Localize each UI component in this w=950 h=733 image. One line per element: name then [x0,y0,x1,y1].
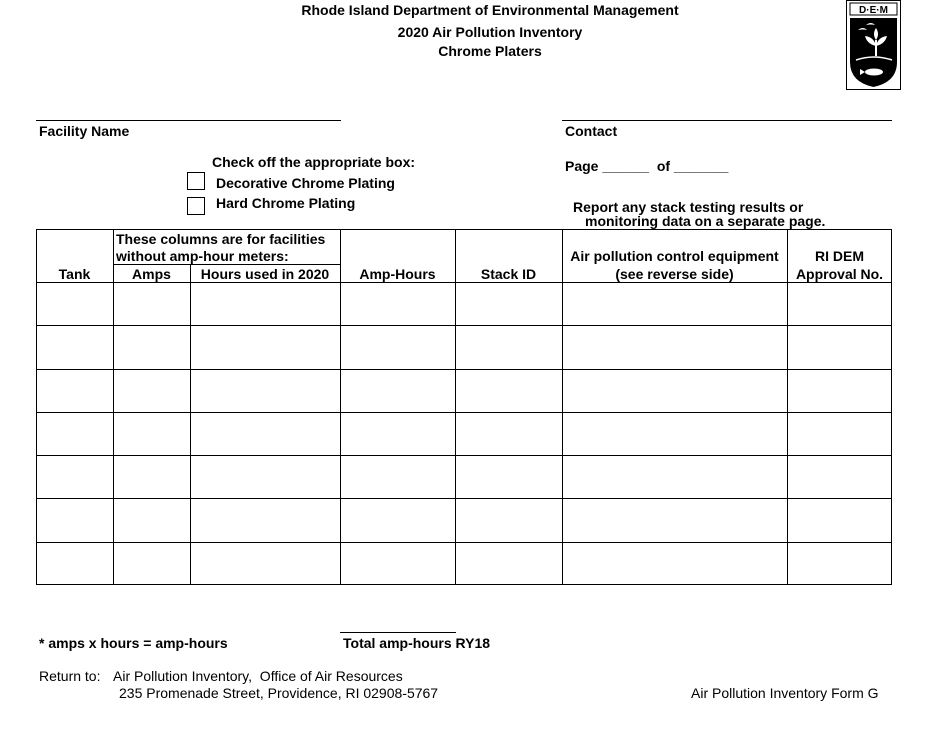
checkbox-instruction: Check off the appropriate box: [212,154,416,170]
amps-cell[interactable] [114,499,189,540]
return-to-label: Return to: [39,668,101,684]
amps-cell[interactable] [114,283,189,324]
hours-cell[interactable] [191,283,339,324]
tank-cell[interactable] [37,413,112,454]
row-divider [36,412,892,413]
hours-cell[interactable] [191,413,339,454]
ridem-approval-cell[interactable] [788,499,891,540]
group-header-divider [113,264,340,265]
col-header-stack-id: Stack ID [480,266,537,282]
apc-equipment-cell[interactable] [563,413,786,454]
ridem-approval-cell[interactable] [788,283,891,324]
tank-cell[interactable] [37,543,112,584]
apc-equipment-cell[interactable] [563,283,786,324]
amp-hours-cell[interactable] [341,370,454,411]
decorative-chrome-checkbox[interactable] [187,172,205,190]
form-subtitle: Chrome Platers [438,43,542,59]
tank-cell[interactable] [37,456,112,497]
tank-cell[interactable] [37,283,112,324]
amp-hours-cell[interactable] [341,413,454,454]
apc-equipment-cell[interactable] [563,499,786,540]
amps-cell[interactable] [114,326,189,367]
agency-name: Rhode Island Department of Environmental Management [301,2,679,18]
tank-cell[interactable] [37,326,112,367]
apc-equipment-cell[interactable] [563,543,786,584]
ridem-approval-cell[interactable] [788,543,891,584]
stack-id-cell[interactable] [456,499,561,540]
hard-chrome-label: Hard Chrome Plating [216,195,356,211]
stack-id-cell[interactable] [456,370,561,411]
row-divider [36,455,892,456]
page-number-field[interactable]: Page ______ of _______ [565,158,729,174]
hours-cell[interactable] [191,456,339,497]
group-note-line2: without amp-hour meters: [116,248,289,264]
col-header-amp-hours: Amp-Hours [359,266,436,282]
amps-cell[interactable] [114,456,189,497]
total-amp-hours-line[interactable] [340,632,456,633]
decorative-chrome-label: Decorative Chrome Plating [216,175,395,191]
formula-note: * amps x hours = amp-hours [39,635,228,651]
row-divider [36,325,892,326]
group-note-line1: These columns are for facilities [116,231,326,247]
hours-cell[interactable] [191,499,339,540]
tank-cell[interactable] [37,499,112,540]
ridem-approval-cell[interactable] [788,456,891,497]
apc-equipment-cell[interactable] [563,326,786,367]
col-header-ridem-line1: RI DEM [815,248,864,264]
stack-id-cell[interactable] [456,413,561,454]
hours-cell[interactable] [191,543,339,584]
apc-equipment-cell[interactable] [563,370,786,411]
col-header-ridem-line2: Approval No. [795,266,884,282]
ridem-approval-cell[interactable] [788,413,891,454]
amp-hours-cell[interactable] [341,543,454,584]
col-header-amps: Amps [132,266,171,282]
hours-cell[interactable] [191,326,339,367]
tank-cell[interactable] [37,370,112,411]
amps-cell[interactable] [114,543,189,584]
col-header-hours: Hours used in 2020 [200,266,330,282]
col-header-apc-line2: (see reverse side) [615,266,734,282]
report-note-line1: Report any stack testing results or [573,199,804,215]
ridem-approval-cell[interactable] [788,370,891,411]
row-divider [36,542,892,543]
dem-logo [846,0,901,90]
report-note-line2: monitoring data on a separate page. [585,213,826,229]
amps-cell[interactable] [114,370,189,411]
stack-id-cell[interactable] [456,283,561,324]
amp-hours-cell[interactable] [341,283,454,324]
form-title: 2020 Air Pollution Inventory [397,24,583,40]
col-header-tank: Tank [58,266,91,282]
contact-label: Contact [565,123,618,139]
hard-chrome-checkbox[interactable] [187,197,205,215]
amp-hours-cell[interactable] [341,499,454,540]
return-address-line1: Air Pollution Inventory, Office of Air Resources [113,668,403,684]
stack-id-cell[interactable] [456,326,561,367]
col-header-apc-line1: Air pollution control equipment [570,248,779,264]
hours-cell[interactable] [191,370,339,411]
ridem-approval-cell[interactable] [788,326,891,367]
svg-text:D·E·M: D·E·M [859,5,888,16]
apc-equipment-cell[interactable] [563,456,786,497]
row-divider [36,369,892,370]
row-divider [36,498,892,499]
amp-hours-cell[interactable] [341,456,454,497]
facility-name-label: Facility Name [39,123,130,139]
facility-name-line[interactable] [36,120,341,121]
return-address-line2: 235 Promenade Street, Providence, RI 02908-5767 [119,685,439,701]
stack-id-cell[interactable] [456,543,561,584]
stack-id-cell[interactable] [456,456,561,497]
amps-cell[interactable] [114,413,189,454]
total-amp-hours-label: Total amp-hours RY18 [343,635,491,651]
amp-hours-cell[interactable] [341,326,454,367]
contact-line[interactable] [562,120,892,121]
form-id: Air Pollution Inventory Form G [691,685,879,701]
